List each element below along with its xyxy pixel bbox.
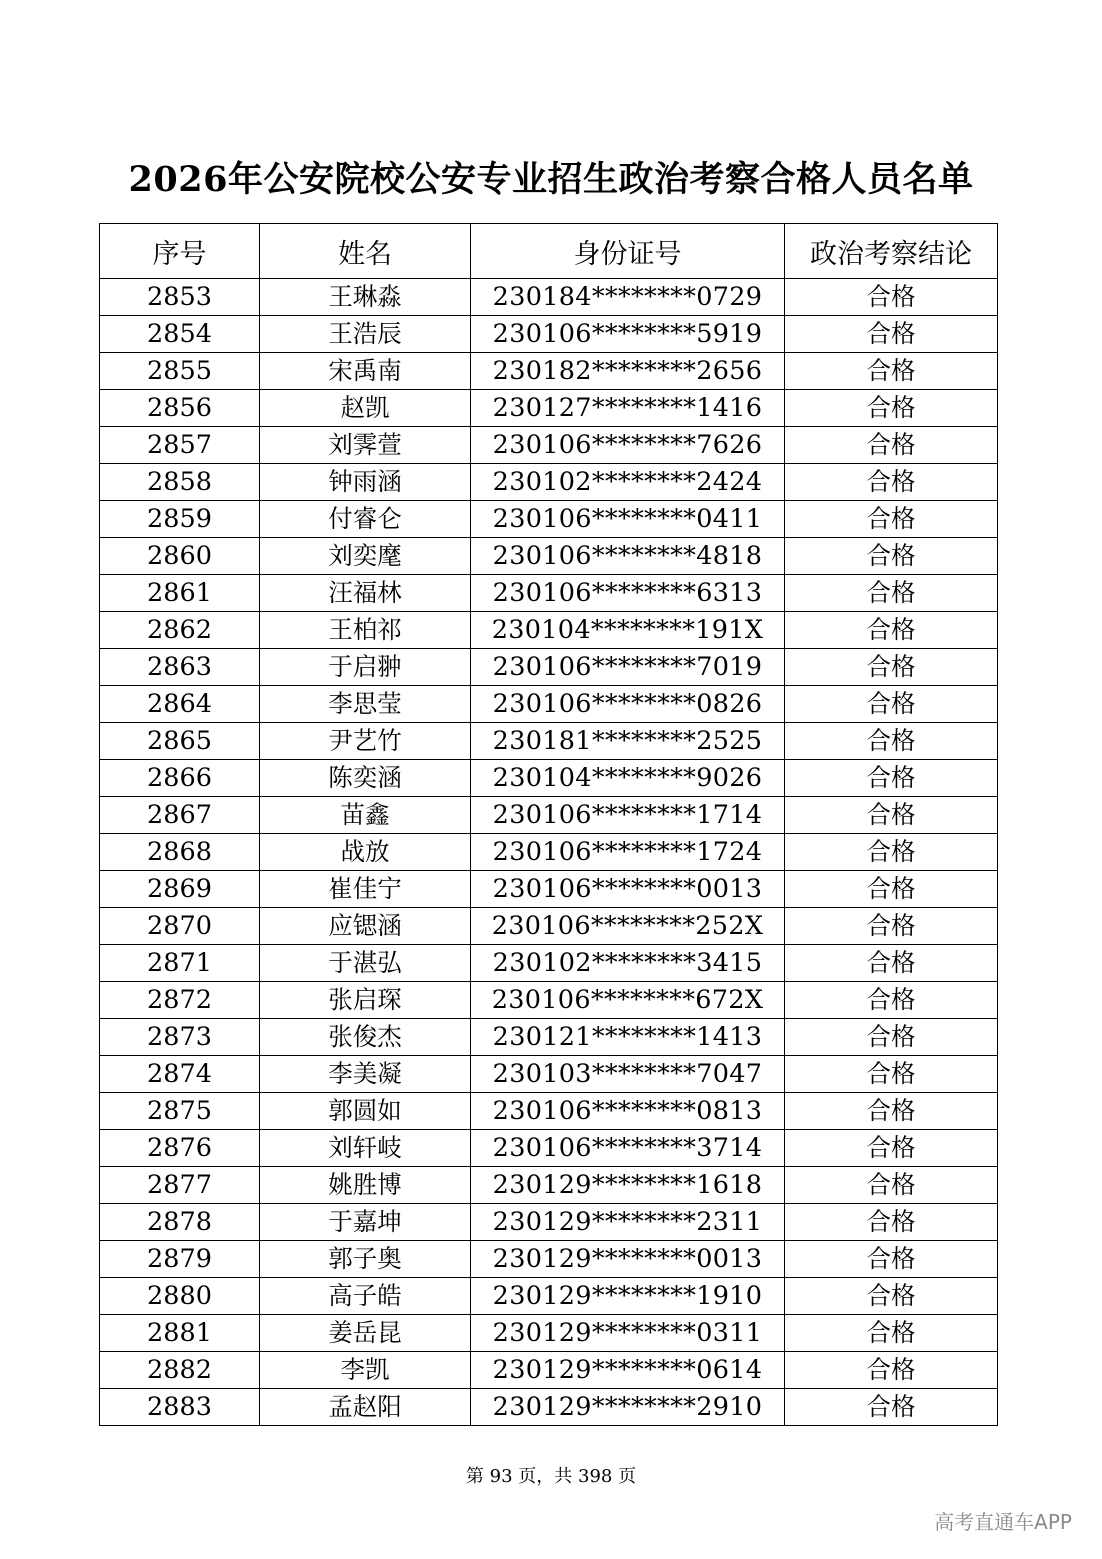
table-row [100, 390, 998, 427]
result-cell: 合格 [785, 908, 998, 945]
table-row [100, 427, 998, 464]
result-cell: 合格 [785, 1278, 998, 1315]
serial-cell: 2871 [100, 945, 260, 982]
result-cell: 合格 [785, 1241, 998, 1278]
result-cell: 合格 [785, 1389, 998, 1426]
serial-cell: 2883 [100, 1389, 260, 1426]
table-row [100, 464, 998, 501]
table-row [100, 612, 998, 649]
serial-cell: 2861 [100, 575, 260, 612]
document-title: 2026年公安院校公安专业招生政治考察合格人员名单 [128, 159, 974, 200]
result-cell: 合格 [785, 1130, 998, 1167]
name-cell: 于嘉坤 [260, 1204, 471, 1241]
name-cell: 赵凯 [260, 390, 471, 427]
table-row [100, 649, 998, 686]
id-cell: 230182********2656 [471, 353, 785, 390]
table-row [100, 353, 998, 390]
id-cell: 230106********1714 [471, 797, 785, 834]
serial-cell: 2866 [100, 760, 260, 797]
table-row [100, 982, 998, 1019]
id-cell: 230106********252X [471, 908, 785, 945]
table-row [100, 575, 998, 612]
serial-cell: 2874 [100, 1056, 260, 1093]
id-cell: 230106********0411 [471, 501, 785, 538]
name-cell: 王琳淼 [260, 279, 471, 316]
name-cell: 李思莹 [260, 686, 471, 723]
table-row [100, 908, 998, 945]
result-cell: 合格 [785, 723, 998, 760]
table-row [100, 945, 998, 982]
result-cell: 合格 [785, 945, 998, 982]
serial-cell: 2869 [100, 871, 260, 908]
result-cell: 合格 [785, 316, 998, 353]
name-cell: 高子皓 [260, 1278, 471, 1315]
table-row [100, 279, 998, 316]
name-cell: 汪福林 [260, 575, 471, 612]
watermark: 高考直通车APP [934, 1510, 1072, 1534]
id-cell: 230106********672X [471, 982, 785, 1019]
id-cell: 230106********5919 [471, 316, 785, 353]
result-cell: 合格 [785, 390, 998, 427]
serial-cell: 2863 [100, 649, 260, 686]
result-cell: 合格 [785, 982, 998, 1019]
header-name: 姓名 [260, 224, 471, 279]
name-cell: 宋禹南 [260, 353, 471, 390]
table-row [100, 1056, 998, 1093]
serial-cell: 2867 [100, 797, 260, 834]
id-cell: 230106********6313 [471, 575, 785, 612]
name-cell: 王柏祁 [260, 612, 471, 649]
serial-cell: 2873 [100, 1019, 260, 1056]
name-cell: 苗鑫 [260, 797, 471, 834]
table-row [100, 686, 998, 723]
result-cell: 合格 [785, 686, 998, 723]
serial-cell: 2860 [100, 538, 260, 575]
table-row [100, 1093, 998, 1130]
header-id-number: 身份证号 [471, 224, 785, 279]
result-cell: 合格 [785, 501, 998, 538]
table-row [100, 1130, 998, 1167]
serial-cell: 2854 [100, 316, 260, 353]
table-row [100, 760, 998, 797]
serial-cell: 2868 [100, 834, 260, 871]
id-cell: 230129********1910 [471, 1278, 785, 1315]
id-cell: 230129********1618 [471, 1167, 785, 1204]
table-row [100, 834, 998, 871]
name-cell: 于启翀 [260, 649, 471, 686]
result-cell: 合格 [785, 427, 998, 464]
serial-cell: 2855 [100, 353, 260, 390]
name-cell: 于湛弘 [260, 945, 471, 982]
table-row [100, 1241, 998, 1278]
table-row [100, 1315, 998, 1352]
result-cell: 合格 [785, 464, 998, 501]
serial-cell: 2862 [100, 612, 260, 649]
serial-cell: 2877 [100, 1167, 260, 1204]
id-cell: 230129********0311 [471, 1315, 785, 1352]
id-cell: 230106********7019 [471, 649, 785, 686]
result-cell: 合格 [785, 1019, 998, 1056]
id-cell: 230106********1724 [471, 834, 785, 871]
serial-cell: 2876 [100, 1130, 260, 1167]
id-cell: 230129********0614 [471, 1352, 785, 1389]
table-row [100, 1019, 998, 1056]
id-cell: 230184********0729 [471, 279, 785, 316]
name-cell: 钟雨涵 [260, 464, 471, 501]
result-cell: 合格 [785, 834, 998, 871]
name-cell: 刘轩岐 [260, 1130, 471, 1167]
id-cell: 230121********1413 [471, 1019, 785, 1056]
id-cell: 230104********191X [471, 612, 785, 649]
name-cell: 崔佳宁 [260, 871, 471, 908]
id-cell: 230129********2910 [471, 1389, 785, 1426]
serial-cell: 2882 [100, 1352, 260, 1389]
result-cell: 合格 [785, 1315, 998, 1352]
table-row [100, 1167, 998, 1204]
serial-cell: 2879 [100, 1241, 260, 1278]
table-row [100, 1352, 998, 1389]
name-cell: 孟赵阳 [260, 1389, 471, 1426]
id-cell: 230129********2311 [471, 1204, 785, 1241]
table-row [100, 797, 998, 834]
result-cell: 合格 [785, 649, 998, 686]
table-row [100, 1278, 998, 1315]
result-cell: 合格 [785, 871, 998, 908]
table-row [100, 501, 998, 538]
name-cell: 姚胜博 [260, 1167, 471, 1204]
name-cell: 应锶涵 [260, 908, 471, 945]
serial-cell: 2865 [100, 723, 260, 760]
name-cell: 张启琛 [260, 982, 471, 1019]
name-cell: 尹艺竹 [260, 723, 471, 760]
result-cell: 合格 [785, 279, 998, 316]
id-cell: 230106********0013 [471, 871, 785, 908]
id-cell: 230127********1416 [471, 390, 785, 427]
serial-cell: 2875 [100, 1093, 260, 1130]
name-cell: 付睿仑 [260, 501, 471, 538]
serial-cell: 2881 [100, 1315, 260, 1352]
result-cell: 合格 [785, 1352, 998, 1389]
name-cell: 刘奕麾 [260, 538, 471, 575]
result-cell: 合格 [785, 1167, 998, 1204]
serial-cell: 2872 [100, 982, 260, 1019]
id-cell: 230106********0826 [471, 686, 785, 723]
table-row [100, 1204, 998, 1241]
result-cell: 合格 [785, 797, 998, 834]
result-cell: 合格 [785, 353, 998, 390]
serial-cell: 2880 [100, 1278, 260, 1315]
table-row [100, 723, 998, 760]
serial-cell: 2878 [100, 1204, 260, 1241]
serial-cell: 2870 [100, 908, 260, 945]
id-cell: 230129********0013 [471, 1241, 785, 1278]
header-conclusion: 政治考察结论 [785, 224, 998, 279]
result-cell: 合格 [785, 760, 998, 797]
page-indicator: 第 93 页，共 398 页 [465, 1466, 637, 1487]
name-cell: 姜岳昆 [260, 1315, 471, 1352]
id-cell: 230106********0813 [471, 1093, 785, 1130]
serial-cell: 2859 [100, 501, 260, 538]
serial-cell: 2858 [100, 464, 260, 501]
name-cell: 郭子奥 [260, 1241, 471, 1278]
id-cell: 230106********7626 [471, 427, 785, 464]
result-cell: 合格 [785, 1056, 998, 1093]
id-cell: 230106********3714 [471, 1130, 785, 1167]
name-cell: 李美凝 [260, 1056, 471, 1093]
roster-table [99, 223, 998, 1426]
table-row [100, 538, 998, 575]
id-cell: 230103********7047 [471, 1056, 785, 1093]
result-cell: 合格 [785, 538, 998, 575]
table-row [100, 1389, 998, 1426]
name-cell: 郭圆如 [260, 1093, 471, 1130]
name-cell: 王浩辰 [260, 316, 471, 353]
name-cell: 战放 [260, 834, 471, 871]
table-header-row [100, 224, 998, 279]
table-row [100, 316, 998, 353]
serial-cell: 2856 [100, 390, 260, 427]
id-cell: 230106********4818 [471, 538, 785, 575]
result-cell: 合格 [785, 612, 998, 649]
result-cell: 合格 [785, 575, 998, 612]
serial-cell: 2853 [100, 279, 260, 316]
name-cell: 陈奕涵 [260, 760, 471, 797]
name-cell: 张俊杰 [260, 1019, 471, 1056]
serial-cell: 2864 [100, 686, 260, 723]
id-cell: 230181********2525 [471, 723, 785, 760]
result-cell: 合格 [785, 1204, 998, 1241]
id-cell: 230102********2424 [471, 464, 785, 501]
id-cell: 230102********3415 [471, 945, 785, 982]
id-cell: 230104********9026 [471, 760, 785, 797]
table-body [100, 279, 998, 1426]
result-cell: 合格 [785, 1093, 998, 1130]
name-cell: 刘霁萱 [260, 427, 471, 464]
serial-cell: 2857 [100, 427, 260, 464]
name-cell: 李凯 [260, 1352, 471, 1389]
header-serial: 序号 [100, 224, 260, 279]
table-row [100, 871, 998, 908]
